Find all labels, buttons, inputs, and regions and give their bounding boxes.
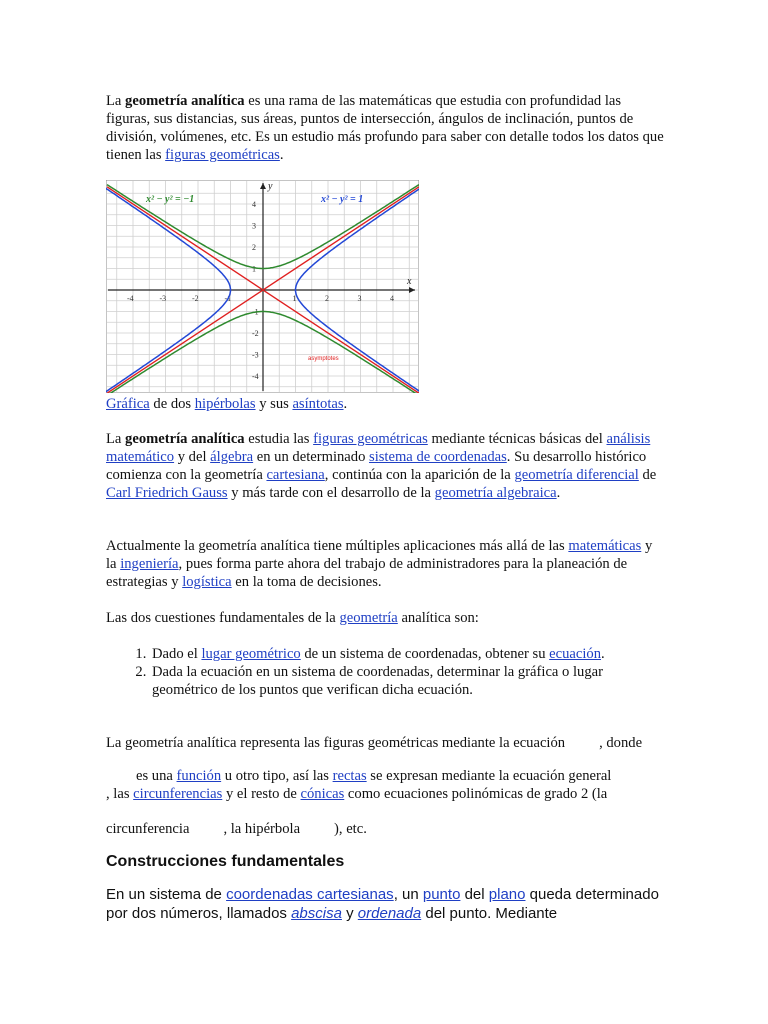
link-hiperbolas[interactable]: hipérbolas — [194, 396, 256, 412]
list-item: 2. Dada la ecuación en un sistema de coordenadas, determinar la gráfica o lugar geométrico de los puntos que verifican dicha ecuación. — [150, 663, 666, 699]
y-tick-label: -4 — [252, 372, 259, 381]
y-tick-label: 1 — [252, 264, 256, 274]
link-gauss[interactable]: Carl Friedrich Gauss — [106, 485, 228, 501]
y-tick-label: 4 — [252, 200, 256, 209]
link-analisis-matematico[interactable]: análisis matemático — [106, 431, 651, 465]
x-tick-label: -2 — [192, 294, 199, 303]
x-axis-label: x — [407, 276, 412, 287]
intro-paragraph: La geometría analítica es una rama de las matemáticas que estudia con profundidad las figuras, sus distancias, sus áreas, puntos de intersección, ángulos de inclinación, puntos de división, volúmenes, etc. Es un estudio más profundo para saber con detalle todos los datos que tienen las figuras geométricas. — [106, 93, 664, 163]
paragraph-cuestiones: Las dos cuestiones fundamentales de la geometría analítica son: — [106, 610, 479, 626]
x-tick-label: -1 — [224, 294, 232, 303]
legend-asymptotes: asymptotes — [308, 356, 339, 362]
y-axis-label: y — [268, 181, 273, 192]
y-tick-label: 2 — [252, 243, 256, 252]
legend-green: x² − y² = −1 — [146, 194, 195, 205]
figure-caption: Gráfica de dos hipérbolas y sus asíntotas. — [106, 396, 348, 412]
paragraph-estudia: La geometría analítica estudia las figuras geométricas mediante técnicas básicas del análisis matemático y del álgebra en un determinado sistema de coordenadas. Su desarrollo histórico comienza con la geometría cartesiana, continúa con la aparición de la geometría diferencial de Carl Friedrich Gauss y más tarde con el desarrollo de la geometría algebraica. — [106, 431, 657, 501]
link-rectas[interactable]: rectas — [332, 768, 367, 784]
link-ecuacion[interactable]: ecuación — [549, 646, 602, 662]
link-abscisa[interactable]: abscisa — [291, 905, 342, 922]
link-circunferencias[interactable]: circunferencias — [133, 786, 223, 802]
y-tick-label: -2 — [252, 329, 259, 338]
x-tick-label: 1 — [292, 294, 297, 303]
y-tick-label: 3 — [252, 221, 256, 231]
link-grafica[interactable]: Gráfica — [106, 396, 150, 412]
link-conicas[interactable]: cónicas — [300, 786, 345, 802]
link-geometria-diferencial[interactable]: geometría diferencial — [514, 467, 639, 483]
hyperbola-chart — [106, 180, 419, 393]
link-figuras-geometricas-2[interactable]: figuras geométricas — [313, 431, 428, 447]
list-item: 1. Dado el lugar geométrico de un sistema de coordenadas, obtener su ecuación. — [150, 645, 666, 663]
hyperbola-figure — [106, 180, 419, 393]
paragraph-funcion: es una función u otro tipo, así las rectas se expresan mediante la ecuación general , las circunferencias y el resto de cónicas como ecuaciones polinómicas de grado 2 (la — [106, 768, 612, 802]
link-plano[interactable]: plano — [488, 886, 526, 903]
y-tick-label: -1 — [252, 307, 259, 317]
link-geometria-algebraica[interactable]: geometría algebraica — [434, 485, 557, 501]
link-logistica[interactable]: logística — [182, 574, 232, 590]
x-tick-label: 3 — [357, 294, 362, 303]
x-tick-label: -4 — [127, 294, 134, 303]
paragraph-coordenadas: En un sistema de coordenadas cartesianas, un punto del plano queda determinado por dos números, llamados abscisa y ordenada del punto. Mediante — [106, 886, 659, 922]
x-tick-label: 2 — [325, 294, 329, 303]
y-tick-label: -3 — [252, 350, 259, 360]
link-lugar-geometrico[interactable]: lugar geométrico — [201, 646, 301, 662]
link-cartesiana[interactable]: cartesiana — [266, 467, 325, 483]
link-geometria[interactable]: geometría — [339, 610, 398, 626]
link-ordenada[interactable]: ordenada — [357, 905, 422, 922]
link-sistema-coordenadas[interactable]: sistema de coordenadas — [369, 449, 507, 465]
paragraph-ejemplos: circunferencia , la hipérbola ), etc. — [106, 821, 367, 837]
questions-list — [106, 645, 666, 699]
x-tick-label: -3 — [159, 294, 167, 303]
term-bold: geometría analítica — [125, 93, 245, 109]
legend-blue: x² − y² = 1 — [321, 194, 364, 205]
section-heading: Construcciones fundamentales — [106, 853, 345, 870]
link-matematicas[interactable]: matemáticas — [568, 538, 642, 554]
link-ingenieria[interactable]: ingeniería — [120, 556, 179, 572]
paragraph-ecuacion: La geometría analítica representa las figuras geométricas mediante la ecuación , donde — [106, 735, 643, 751]
x-tick-label: 4 — [390, 294, 394, 303]
link-funcion[interactable]: función — [176, 768, 222, 784]
link-asintotas[interactable]: asíntotas — [292, 396, 344, 412]
link-algebra[interactable]: álgebra — [210, 449, 254, 465]
link-coordenadas-cartesianas[interactable]: coordenadas cartesianas — [226, 886, 394, 903]
link-punto[interactable]: punto — [422, 886, 461, 903]
link-figuras-geometricas[interactable]: figuras geométricas — [165, 147, 280, 163]
paragraph-aplicaciones: Actualmente la geometría analítica tiene múltiples aplicaciones más allá de las matemáticas y la ingeniería, pues forma parte ahora del trabajo de administradores para la planeación de estrategias y logística en la toma de decisiones. — [106, 538, 653, 590]
